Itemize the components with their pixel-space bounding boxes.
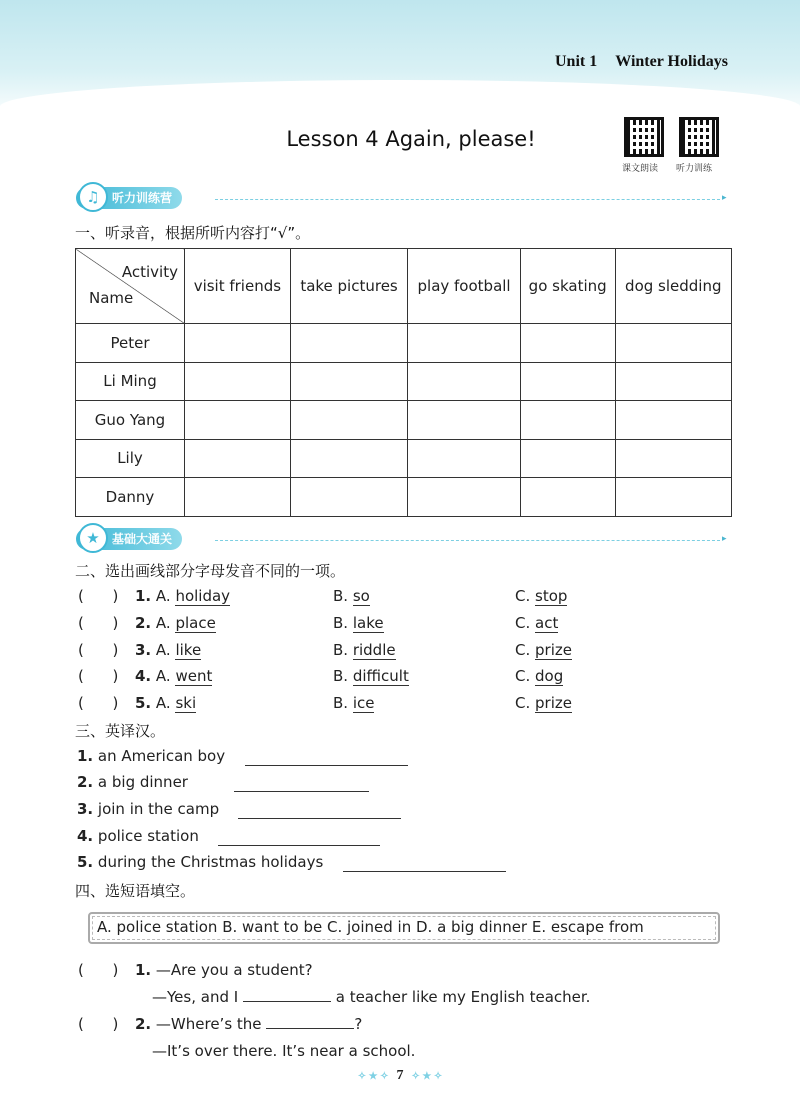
answer-cell[interactable] (520, 478, 615, 517)
answer-cell[interactable] (408, 401, 520, 440)
fill-blank[interactable] (243, 1001, 331, 1002)
answer-paren[interactable]: ( ) (78, 694, 119, 712)
qr-label-reading: 课文朗读 (622, 164, 659, 174)
option-word: prize (535, 641, 572, 659)
option-word: ice (352, 694, 375, 712)
options-text: A. police station B. want to be C. joined in D. a big dinner E. escape from (97, 918, 644, 936)
question-4-1: 1. —Are you a student? (135, 961, 313, 979)
answer-blank[interactable] (218, 845, 380, 846)
option-word: like (175, 641, 202, 659)
section-divider (215, 540, 720, 541)
answer-cell[interactable] (520, 362, 615, 401)
table-corner-header (76, 249, 185, 324)
question-4-1-answer: —Yes, and I a teacher like my English teacher. (152, 988, 591, 1006)
question-4-2: 2. —Where’s the ? (135, 1015, 363, 1033)
option-word: difficult (352, 667, 409, 685)
option-c: C. prize (515, 694, 572, 712)
table-row (76, 401, 732, 440)
option-a: 4. A. went (135, 667, 213, 685)
table-row (76, 324, 732, 363)
part3-heading: 三、英译汉。 (75, 722, 166, 740)
table-row (76, 439, 732, 478)
fill-blank[interactable] (266, 1028, 354, 1029)
row-name: Li Ming (76, 362, 185, 401)
answer-cell[interactable] (185, 324, 291, 363)
translation-item: 5. during the Christmas holidays (77, 853, 324, 871)
part1-heading: 一、听录音，根据所听内容打“√”。 (75, 224, 311, 242)
answer-blank[interactable] (245, 765, 408, 766)
answer-blank[interactable] (238, 818, 401, 819)
answer-blank[interactable] (234, 791, 369, 792)
option-word: dog (535, 667, 564, 685)
answer-cell[interactable] (520, 439, 615, 478)
option-word: prize (535, 694, 572, 712)
arrow-icon: ▸ (722, 534, 727, 544)
row-name: Danny (76, 478, 185, 517)
part4-heading: 四、选短语填空。 (75, 882, 196, 900)
answer-paren[interactable]: ( ) (78, 1015, 119, 1033)
option-b: B. so (333, 587, 370, 605)
answer-cell[interactable] (290, 324, 408, 363)
option-a: 2. A. place (135, 614, 216, 632)
translation-item: 4. police station (77, 827, 199, 845)
option-a: 3. A. like (135, 641, 202, 659)
answer-cell[interactable] (185, 478, 291, 517)
section-divider (215, 199, 720, 200)
lesson-title: Lesson 4 Again, please! (286, 127, 536, 151)
answer-cell[interactable] (520, 324, 615, 363)
column-header: go skating (520, 249, 615, 324)
option-word: lake (352, 614, 384, 632)
row-name: Lily (76, 439, 185, 478)
option-word: so (352, 587, 370, 605)
qr-code-reading[interactable] (624, 117, 664, 157)
unit-number: Unit 1 (555, 53, 598, 70)
option-a: 1. A. holiday (135, 587, 231, 605)
answer-cell[interactable] (408, 324, 520, 363)
column-header: dog sledding (615, 249, 731, 324)
page-number: ✧ ★ ✧ 7 ✧ ★ ✧ (357, 1068, 443, 1083)
option-word: riddle (352, 641, 396, 659)
question-4-2-answer: —It’s over there. It’s near a school. (152, 1042, 416, 1060)
option-c: C. dog (515, 667, 564, 685)
answer-cell[interactable] (615, 478, 731, 517)
option-a: 5. A. ski (135, 694, 197, 712)
answer-paren[interactable]: ( ) (78, 667, 119, 685)
row-name: Guo Yang (76, 401, 185, 440)
option-word: ski (175, 694, 197, 712)
option-b: B. difficult (333, 667, 409, 685)
option-word: act (535, 614, 559, 632)
option-word: stop (535, 587, 568, 605)
answer-cell[interactable] (290, 439, 408, 478)
section-badge-basics: ★ 基础大通关 (76, 528, 182, 550)
column-header: take pictures (290, 249, 408, 324)
column-header: visit friends (185, 249, 291, 324)
option-b: B. ice (333, 694, 375, 712)
option-word: holiday (175, 587, 231, 605)
option-word: place (175, 614, 216, 632)
part2-heading: 二、选出画线部分字母发音不同的一项。 (75, 562, 346, 580)
answer-cell[interactable] (290, 401, 408, 440)
answer-cell[interactable] (185, 362, 291, 401)
arrow-icon: ▸ (722, 193, 727, 203)
answer-paren[interactable]: ( ) (78, 961, 119, 979)
answer-cell[interactable] (615, 401, 731, 440)
answer-paren[interactable]: ( ) (78, 641, 119, 659)
table-row (76, 478, 732, 517)
answer-cell[interactable] (615, 362, 731, 401)
answer-paren[interactable]: ( ) (78, 614, 119, 632)
star-icon: ★ (78, 523, 108, 553)
answer-cell[interactable] (408, 362, 520, 401)
option-c: C. act (515, 614, 559, 632)
answer-cell[interactable] (615, 439, 731, 478)
activity-table (75, 248, 732, 517)
option-word: went (175, 667, 213, 685)
answer-cell[interactable] (408, 478, 520, 517)
row-name: Peter (76, 324, 185, 363)
headphones-icon: ♫ (78, 182, 108, 212)
table-row (76, 362, 732, 401)
option-c: C. stop (515, 587, 568, 605)
answer-cell[interactable] (185, 401, 291, 440)
qr-code-listening[interactable] (679, 117, 719, 157)
section-badge-listening: ♫ 听力训练营 (76, 187, 182, 209)
option-b: B. lake (333, 614, 384, 632)
answer-cell[interactable] (408, 439, 520, 478)
translation-item: 1. an American boy (77, 747, 226, 765)
unit-title: Winter Holidays (615, 53, 728, 70)
option-b: B. riddle (333, 641, 396, 659)
column-header: play football (408, 249, 520, 324)
qr-label-listening: 听力训练 (676, 164, 713, 174)
answer-cell[interactable] (520, 401, 615, 440)
answer-cell[interactable] (290, 478, 408, 517)
answer-blank[interactable] (343, 871, 506, 872)
corner-activity-label: Activity (121, 263, 178, 281)
corner-name-label: Name (89, 289, 134, 307)
option-c: C. prize (515, 641, 572, 659)
answer-paren[interactable]: ( ) (78, 587, 119, 605)
translation-item: 2. a big dinner (77, 773, 188, 791)
answer-cell[interactable] (185, 439, 291, 478)
answer-cell[interactable] (615, 324, 731, 363)
answer-cell[interactable] (290, 362, 408, 401)
translation-item: 3. join in the camp (77, 800, 220, 818)
unit-header (555, 53, 728, 71)
